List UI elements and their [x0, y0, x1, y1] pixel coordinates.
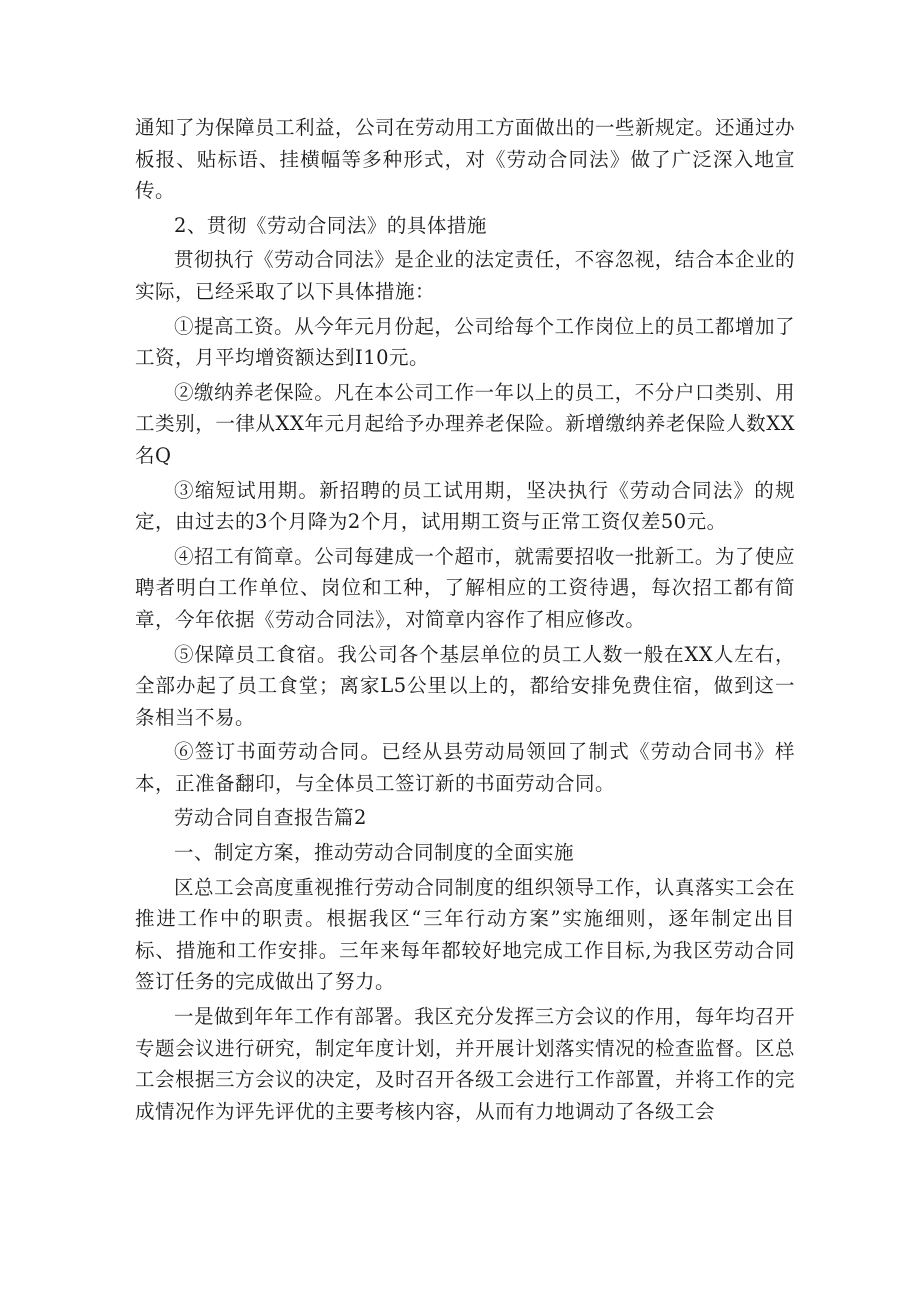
list-item-pension-insurance: ②缴纳养老保险。凡在本公司工作一年以上的员工，不分户口类别、用工类别，一律从XX年元月起给予办理养老保险。新增缴纳养老保险人数XX名Q	[135, 380, 795, 467]
section-heading-measures: 2、贯彻《劳动合同法》的具体措施	[174, 213, 487, 237]
paragraph-measures-intro: 贯彻执行《劳动合同法》是企业的法定责任，不容忽视，结合本企业的实际，已经采取了以下具体措施：	[135, 248, 795, 303]
list-item-recruitment-brochure: ④招工有简章。公司每建成一个超市，就需要招收一批新工。为了使应聘者明白工作单位、岗位和工种，了解相应的工资待遇，每次招工都有简章，今年依据《劳动合同法》，对简章内容作了相应修改。	[135, 544, 795, 631]
list-item-raise-wages: ①提高工资。从今年元月份起，公司给每个工作岗位上的员工都增加了工资，月平均增资额达到I10元。	[135, 314, 795, 370]
list-item-probation-period: ③缩短试用期。新招聘的员工试用期，坚决执行《劳动合同法》的规定，由过去的3个月降为2个月，试用期工资与正常工资仅差50元。	[135, 478, 795, 534]
list-item-meals-housing: ⑤保障员工食宿。我公司各个基层单位的员工人数一般在XX人左右，全部办起了员工食堂；离家L5公里以上的，都给安排免费住宿，做到这一条相当不易。	[135, 642, 795, 729]
paragraph-intro-continuation: 通知了为保障员工利益，公司在劳动用工方面做出的一些新规定。还通过办板报、贴标语、挂横幅等多种形式，对《劳动合同法》做了广泛深入地宣传。	[135, 116, 796, 203]
report-title-part-2: 劳动合同自查报告篇2	[174, 806, 367, 830]
paragraph-annual-deployment: 一是做到年年工作有部署。我区充分发挥三方会议的作用，每年均召开专题会议进行研究，制定年度计划，并开展计划落实情况的检查监督。区总工会根据三方会议的决定，及时召开各级工会进行工作部置，并将工作的完成情况作为评先评优的主要考核内容，从而有力地调动了各级工会	[135, 1005, 796, 1123]
paragraph-union-leadership: 区总工会高度重视推行劳动合同制度的组织领导工作，认真落实工会在推进工作中的职责。根据我区“三年行动方案”实施细则，逐年制定出目标、措施和工作安排。三年来每年都较好地完成工作目标,为我区劳动合同签订任务的完成做出了努力。	[135, 875, 795, 994]
list-item-written-contract: ⑥签订书面劳动合同。已经从县劳动局领回了制式《劳动合同书》样本，正准备翻印，与全体员工签订新的书面劳动合同。	[135, 740, 795, 795]
section-heading-plan: 一、制定方案，推动劳动合同制度的全面实施	[174, 841, 575, 865]
document-body	[135, 112, 795, 1127]
